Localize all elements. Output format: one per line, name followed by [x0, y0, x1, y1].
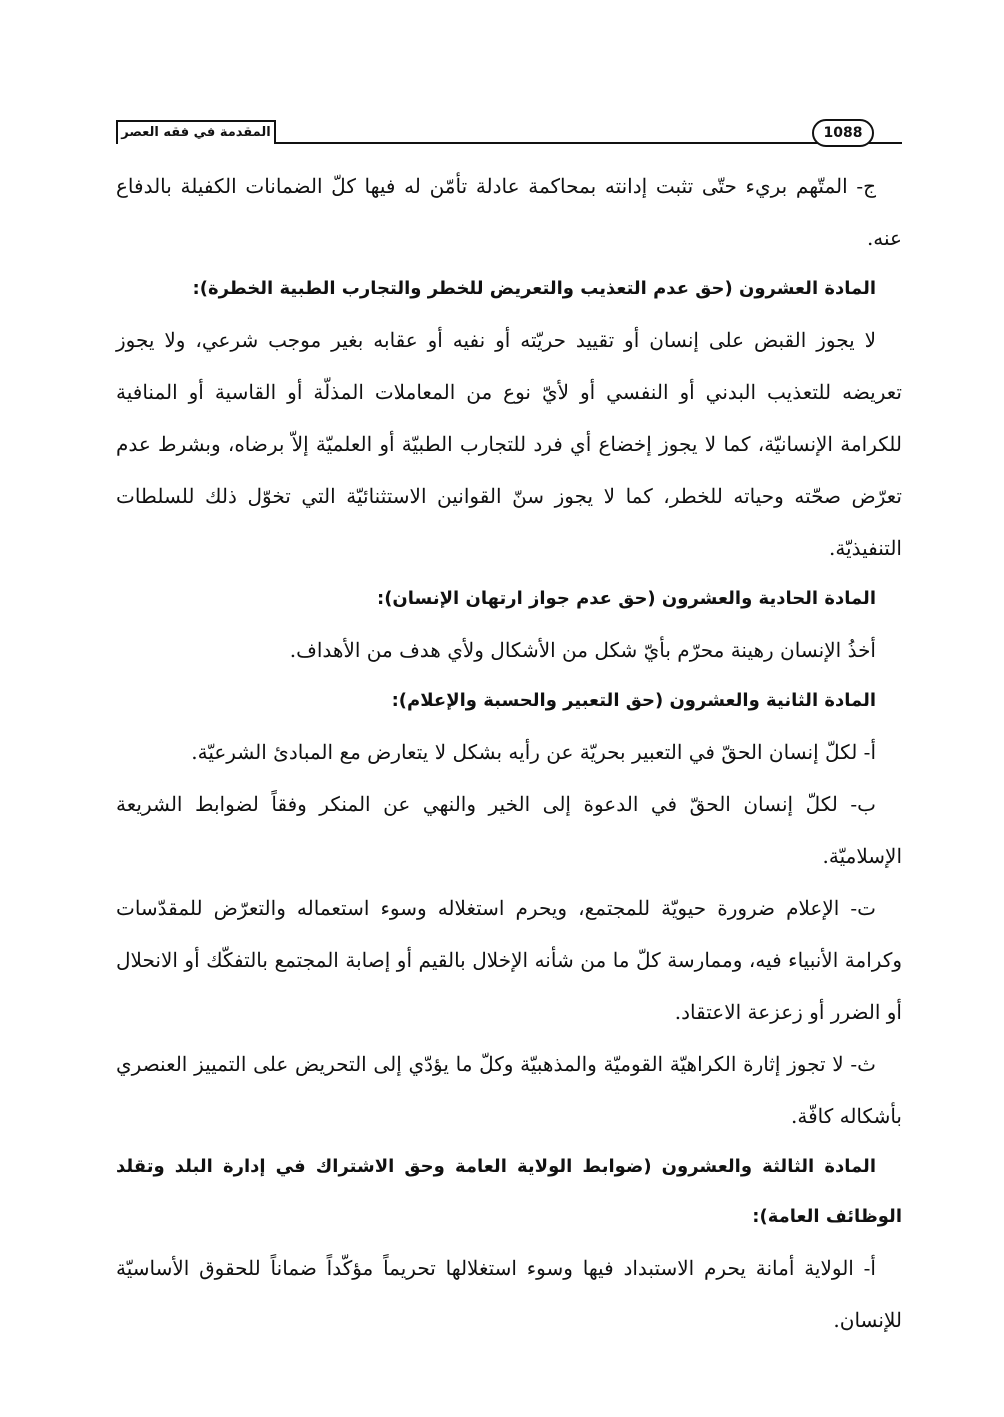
paragraph-article21-body: أخذُ الإنسان رهينة محرّم بأيّ شكل من الأشكال ولأي هدف من الأهداف.: [289, 638, 876, 662]
paragraph-article22-th: ث- لا تجوز إثارة الكراهيّة القوميّة والمذهبيّة وكلّ ما يؤدّي إلى التحريض على التمييز العنصري بأشكاله كافّة.: [116, 1052, 902, 1128]
paragraph-article22-b: ب- لكلّ إنسان الحقّ في الدعوة إلى الخير والنهي عن المنكر وفقاً لضوابط الشريعة الإسلاميّة.: [116, 792, 902, 868]
page-body: [116, 160, 902, 1346]
paragraph-article23-a: أ- الولاية أمانة يحرم الاستبداد فيها وسوء استغلالها تحريماً مؤكّداً ضماناً للحقوق الأساسيّة للإنسان.: [116, 1256, 902, 1332]
heading-article-23: المادة الثالثة والعشرون (ضوابط الولاية العامة وحق الاشتراك في إدارة البلد وتقلد الوظائف العامة):: [116, 1156, 902, 1227]
book-title: المقدمة في فقه العصر: [116, 120, 276, 144]
paragraph-article20-body: لا يجوز القبض على إنسان أو تقييد حريّته أو نفيه أو عقابه بغير موجب شرعي، ولا يجوز تعريضه للتعذيب البدني أو النفسي أو لأيّ نوع من المعاملات المذلّة أو القاسية أو المنافية للكرامة الإنسانيّة، كما لا يجوز إخضاع أي فرد للتجارب الطبيّة أو العلميّة إلاّ برضاه، وبشرط عدم تعرّض صحّته وحياته للخطر، كما لا يجوز سنّ القوانين الاستثنائيّة التي تخوّل ذلك للسلطات التنفيذيّة.: [116, 328, 902, 560]
paragraph-article19-c: ج- المتّهم بريء حتّى تثبت إدانته بمحاكمة عادلة تأمّن له فيها كلّ الضمانات الكفيلة بالدفاع عنه.: [116, 174, 902, 250]
heading-article-20: المادة العشرون (حق عدم التعذيب والتعريض للخطر والتجارب الطبية الخطرة):: [192, 278, 876, 299]
paragraph-article22-t: ت- الإعلام ضرورة حيويّة للمجتمع، ويحرم استغلاله وسوء استعماله والتعرّض للمقدّسات وكرامة الأنبياء فيه، وممارسة كلّ ما من شأنه الإخلال بالقيم أو إصابة المجتمع بالتفكّك أو الانحلال أو الضرر أو زعزعة الاعتقاد.: [116, 896, 902, 1024]
heading-article-21: المادة الحادية والعشرون (حق عدم جواز ارتهان الإنسان):: [377, 588, 876, 609]
heading-article-22: المادة الثانية والعشرون (حق التعبير والحسبة والإعلام):: [391, 690, 876, 711]
page-number: 1088: [812, 119, 874, 147]
paragraph-article22-a: أ- لكلّ إنسان الحقّ في التعبير بحريّة عن رأيه بشكل لا يتعارض مع المبادئ الشرعيّة.: [191, 740, 876, 764]
page-header: [116, 116, 902, 146]
